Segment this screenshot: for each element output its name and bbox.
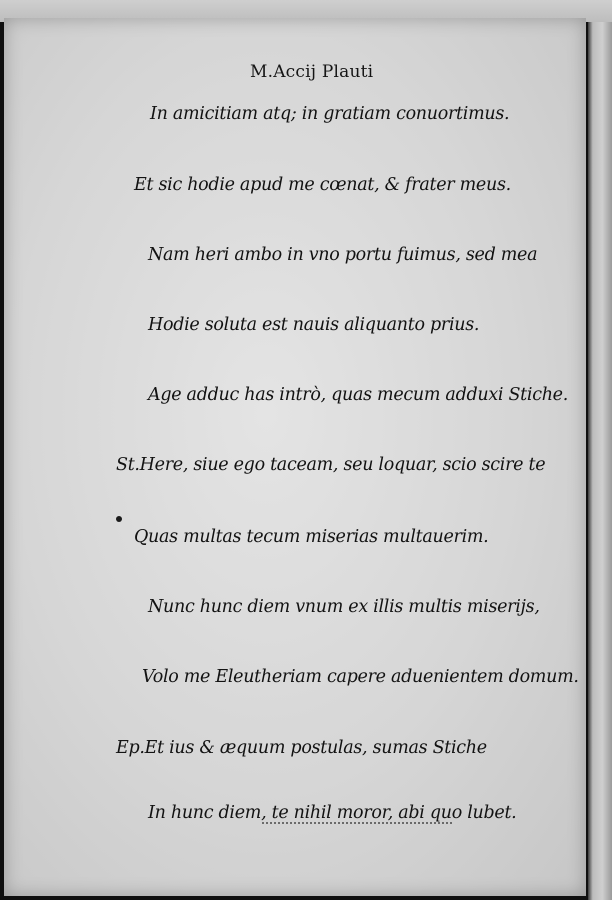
running-head: M.Accij Plauti (250, 62, 374, 82)
next-leaf-edge (588, 22, 612, 900)
verse-line: Et sic hodie apud me cœnat, & frater meus. (134, 175, 511, 195)
ink-speck (116, 516, 122, 522)
verse-line: St.Here, siue ego taceam, seu loquar, scio scire te (116, 455, 546, 475)
verse-line: Age adduc has intrò, quas mecum adduxi Stiche. (148, 385, 568, 405)
verse-line: In hunc diem, te nihil moror, abi quo lubet. (148, 803, 517, 823)
verse-line: Quas multas tecum miserias multauerim. (134, 527, 489, 547)
verse-line: Ep.Et ius & æquum postulas, sumas Stiche (116, 738, 487, 758)
underline-marks (262, 822, 452, 824)
verse-line: Nunc hunc diem vnum ex illis multis miserijs, (148, 597, 540, 617)
verse-line: In amicitiam atq; in gratiam conuortimus. (150, 104, 510, 124)
bleed-through-shadow (444, 418, 584, 438)
verse-line: Nam heri ambo in vno portu fuimus, sed mea (148, 245, 538, 265)
verse-line: Hodie soluta est nauis aliquanto prius. (148, 315, 480, 335)
verse-line: Volo me Eleutheriam capere aduenientem domum. (142, 667, 579, 687)
